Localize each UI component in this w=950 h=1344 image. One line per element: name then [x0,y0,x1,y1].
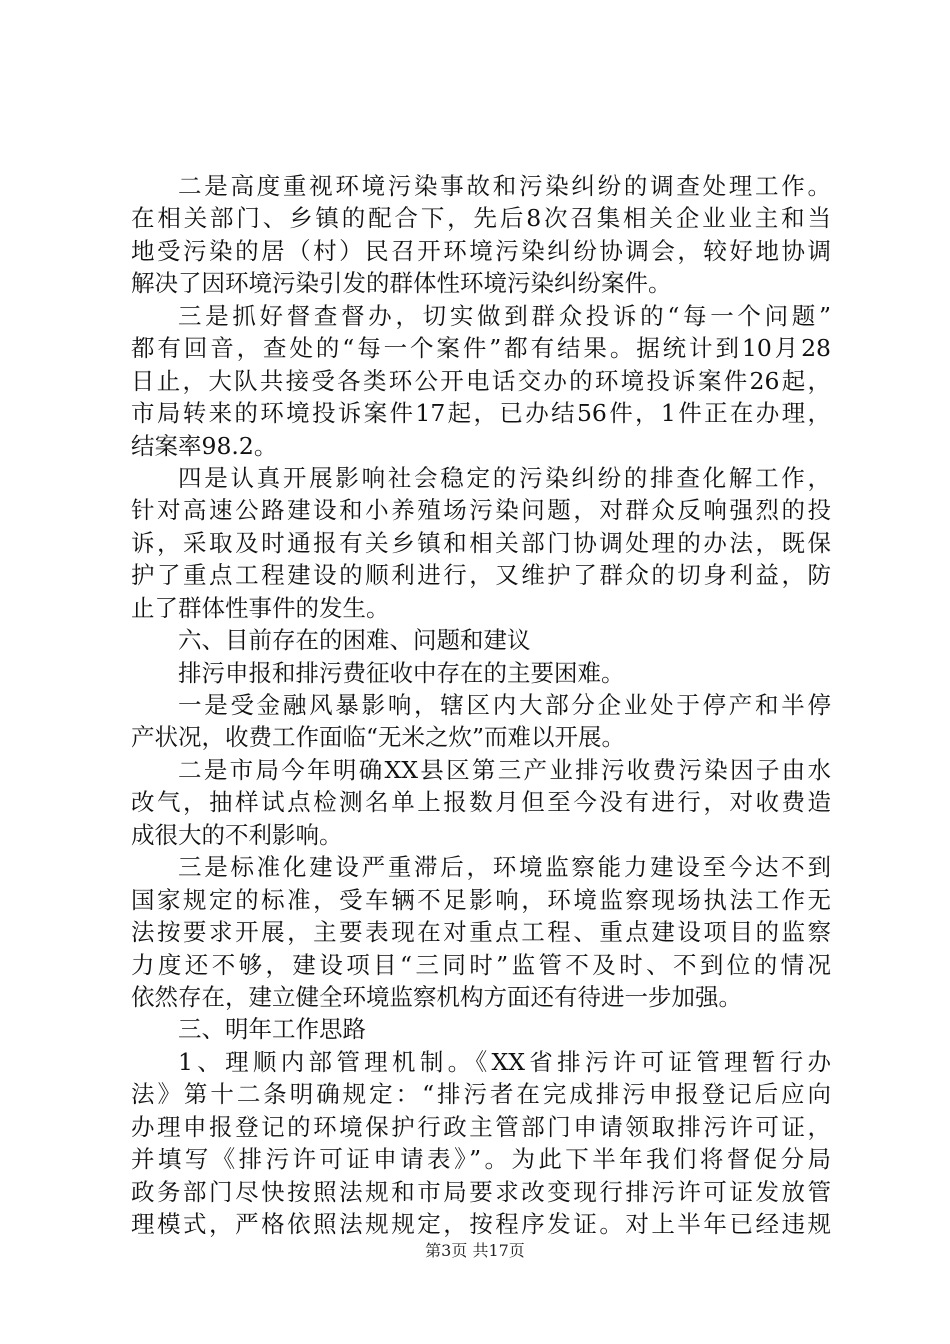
text-line: 市局转来的环境投诉案件17起，已办结56件，1件正在办理， [131,399,831,428]
text-line: 法》第十二条明确规定：“排污者在完成排污申报登记后应向 [131,1080,831,1109]
text-line: 依然存在，建立健全环境监察机构方面还有待进一步加强。 [131,982,742,1011]
text-line: 1、理顺内部管理机制。《XX省排污许可证管理暂行办 [178,1047,831,1076]
text-line: 解决了因环境污染引发的群体性环境污染纠纷案件。 [131,269,672,298]
section-heading: 六、目前存在的困难、问题和建议 [178,626,531,655]
text-line: 三是标准化建设严重滞后，环境监察能力建设至今达不到 [178,853,831,882]
text-line: 法按要求开展，主要表现在对重点工程、重点建设项目的监察 [131,918,831,947]
text-line: 理模式，严格依照法规规定，按程序发证。对上半年已经违规 [131,1210,831,1238]
text-line: 政务部门尽快按照法规和市局要求改变现行排污许可证发放管 [131,1177,831,1206]
text-line: 办理申报登记的环境保护行政主管部门申请领取排污许可证， [131,1112,831,1141]
text-line: 结案率98.2。 [131,431,278,460]
text-line: 地受污染的居（村）民召开环境污染纠纷协调会，较好地协调 [131,236,831,265]
text-line: 四是认真开展影响社会稳定的污染纠纷的排查化解工作， [178,463,831,492]
text-line: 都有回音，查处的“每一个案件”都有结果。据统计到10月28 [131,334,831,363]
text-line: 产状况，收费工作面临“无米之炊”而难以开展。 [131,723,626,752]
text-line: 二是市局今年明确XX县区第三产业排污收费污染因子由水 [178,755,831,784]
section-heading: 三、明年工作思路 [178,1015,366,1044]
page-footer [0,1241,950,1261]
text-line: 针对高速公路建设和小养殖场污染问题，对群众反响强烈的投 [131,496,831,525]
text-line: 护了重点工程建设的顺利进行，又维护了群众的切身利益，防 [131,561,831,590]
text-line: 力度还不够，建设项目“三同时”监管不及时、不到位的情况 [131,950,831,979]
text-line: 三是抓好督查督办，切实做到群众投诉的“每一个问题” [178,301,831,330]
text-line: 排污申报和排污费征收中存在的主要困难。 [178,658,625,687]
text-line: 日止，大队共接受各类环公开电话交办的环境投诉案件26起， [131,366,831,395]
text-line: 改气，抽样试点检测名单上报数月但至今没有进行，对收费造 [131,788,831,817]
text-line: 在相关部门、乡镇的配合下，先后8次召集相关企业业主和当 [131,204,831,233]
text-line: 并填写《排污许可证申请表》”。为此下半年我们将督促分局 [131,1145,831,1174]
text-line: 一是受金融风暴影响，辖区内大部分企业处于停产和半停 [178,691,831,719]
text-line: 诉，采取及时通报有关乡镇和相关部门协调处理的办法，既保 [131,528,831,557]
text-line: 成很大的不利影响。 [131,820,343,849]
text-line: 二是高度重视环境污染事故和污染纠纷的调查处理工作。 [178,172,831,200]
text-line: 国家规定的标准，受车辆不足影响，环境监察现场执法工作无 [131,885,831,914]
document-body [131,170,831,1240]
text-line: 止了群体性事件的发生。 [131,593,390,622]
page-number: 第3页 共17页 [425,1241,525,1260]
